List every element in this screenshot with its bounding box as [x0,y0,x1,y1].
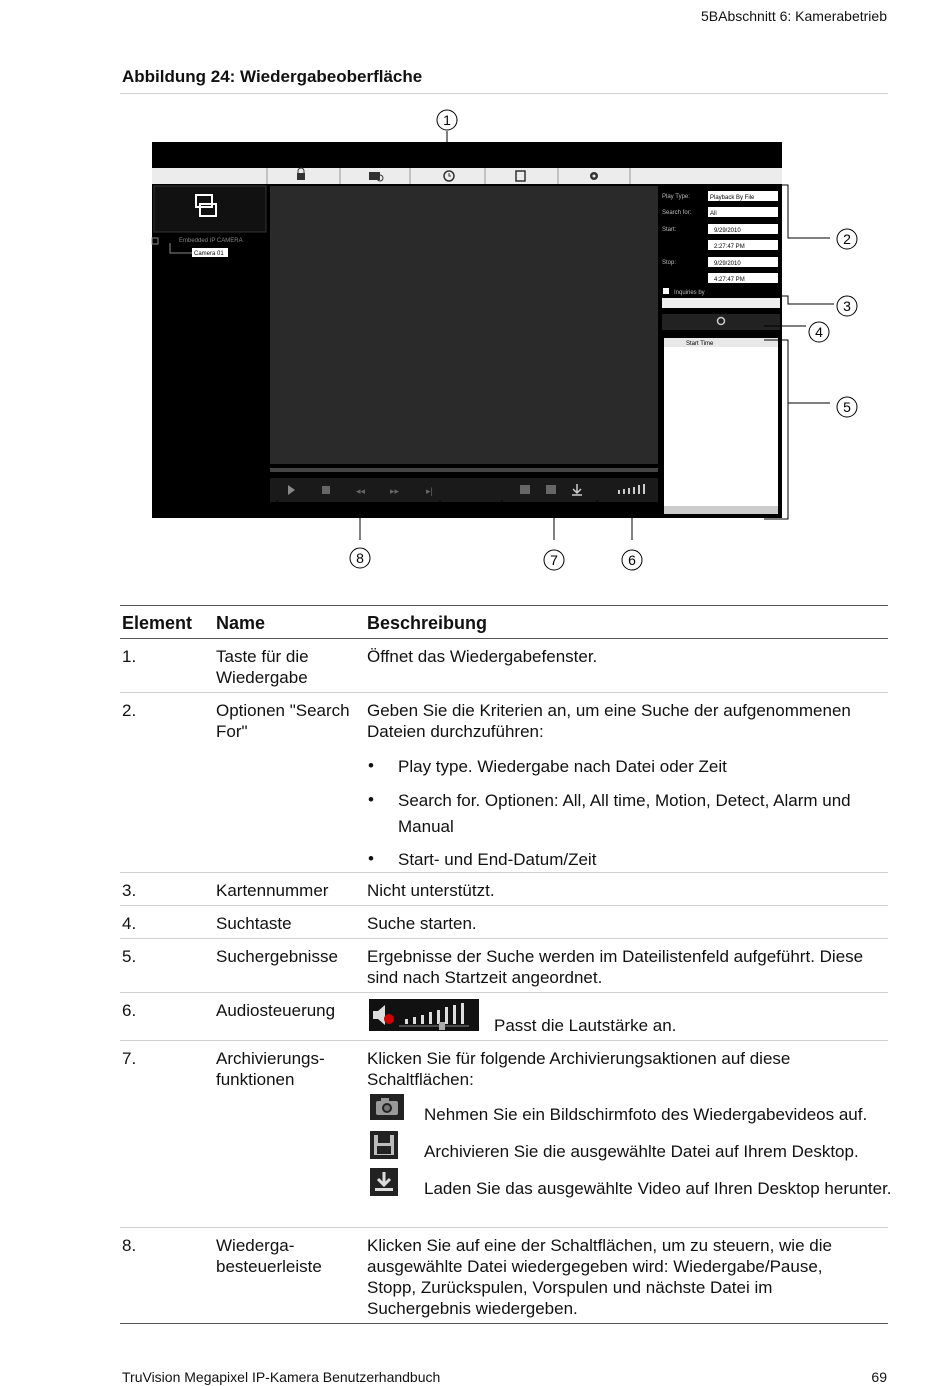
table-top-rule [120,605,888,606]
callout-3: 3 [843,298,851,314]
download-icon [370,1168,398,1196]
row-6-name: Audiosteuerung [216,1001,336,1020]
callout-2: 2 [843,231,851,247]
row-4-num: 4. [122,914,137,933]
stop-label: Stop: [662,260,677,266]
page-number: 69 [871,1369,887,1385]
gear-icon [590,172,598,180]
row-3-name: Kartennummer [216,881,329,900]
search-for-value: All [710,211,717,217]
callout-8: 8 [356,550,364,566]
forward-icon: ▸▸ [390,486,400,496]
row-8-desc: Klicken Sie auf eine der Schaltflächen, um zu steuern, wie die ausgewählte Datei wiedergegeben wird: Wiedergabe/Pause, Stopp, Zurückspulen, Vorspulen und nächste Datei im Suchergebnis wiedergeben. [367,1236,832,1318]
row-1-name: Taste für die Wiedergabe [216,647,309,687]
row-6-desc: Passt die Lautstärke an. [494,1016,677,1035]
save-icon [546,485,556,494]
next-icon: ▸| [426,486,433,496]
play-type-label: Play Type: [662,194,690,200]
row-2-desc: Geben Sie die Kriterien an, um eine Suche der aufgenommenen Dateien durchzuführen: [367,701,851,741]
save-icon [370,1131,398,1159]
row-2-num: 2. [122,701,137,720]
row-7-num: 7. [122,1049,137,1068]
row-7-desc: Klicken Sie für folgende Archivierungsaktionen auf diese Schaltflächen: [367,1049,791,1089]
tree-root: Embedded IP CAMERA [179,238,243,244]
row-5-name: Suchergebnisse [216,947,338,966]
header-name: Name [216,613,266,633]
rewind-icon: ◂◂ [356,486,366,496]
callout-5: 5 [843,399,851,415]
callout-7: 7 [550,552,558,568]
row-7-icon-3-text: Laden Sie das ausgewählte Video auf Ihren Desktop herunter. [424,1179,892,1198]
playback-interface-figure [140,100,880,580]
results-header: Start Time [686,341,714,347]
row-1-num: 1. [122,647,137,666]
row-4-name: Suchtaste [216,914,292,933]
snapshot-icon [370,1094,404,1120]
row-5-desc: Ergebnisse der Suche werden im Dateilistenfeld aufgeführt. Diese sind nach Startzeit angeordnet. [367,947,864,987]
row-2-name: Optionen "Search For" [216,701,350,741]
row-2-bullet-3: Start- und End-Datum/Zeit [398,850,597,869]
inquiries-label: Inquiries by [674,290,705,296]
running-header: 5BAbschnitt 6: Kamerabetrieb [701,8,887,24]
row-3-desc: Nicht unterstützt. [367,881,495,900]
stop-time: 4:27:47 PM [714,277,745,283]
row-7-name: Archivierungs-funktionen [216,1049,325,1089]
header-element: Element [122,613,193,633]
row-2-bullet-1: Play type. Wiedergabe nach Datei oder Zeit [398,757,727,776]
start-time: 2:27:47 PM [714,244,745,250]
header-desc: Beschreibung [367,613,488,633]
caption-rule [120,93,888,94]
tree-child: Camera 01 [194,251,224,257]
start-label: Start: [662,227,677,233]
row-7-icon-1-text: Nehmen Sie ein Bildschirmfoto des Wiedergabevideos auf. [424,1105,868,1124]
footer-title: TruVision Megapixel IP-Kamera Benutzerhandbuch [122,1369,441,1385]
callout-4: 4 [815,324,823,340]
row-3-num: 3. [122,881,137,900]
figure-caption: Abbildung 24: Wiedergabeoberfläche [122,67,423,86]
play-type-value: Playback By File [710,195,755,201]
search-for-label: Search for: [662,210,692,216]
row-4-desc: Suche starten. [367,914,477,933]
snapshot-icon [520,485,530,494]
header-rule [120,638,888,639]
table-bottom-rule [120,1323,888,1324]
row-1-desc: Öffnet das Wiedergabefenster. [367,647,598,666]
row-8-name: Wiederga-besteuerleiste [216,1236,322,1276]
stop-icon [322,486,330,494]
stop-date: 9/29/2010 [714,261,741,267]
row-5-num: 5. [122,947,137,966]
start-date: 9/29/2010 [714,228,741,234]
row-7-icon-2-text: Archivieren Sie die ausgewählte Datei auf Ihrem Desktop. [424,1142,859,1161]
audio-control-icon [369,999,479,1031]
row-2-bullet-2: Search for. Optionen: All, All time, Motion, Detect, Alarm und Manual [398,791,851,836]
callout-1: 1 [443,112,451,128]
callout-6: 6 [628,552,636,568]
row-8-num: 8. [122,1236,137,1255]
row-6-num: 6. [122,1001,137,1020]
